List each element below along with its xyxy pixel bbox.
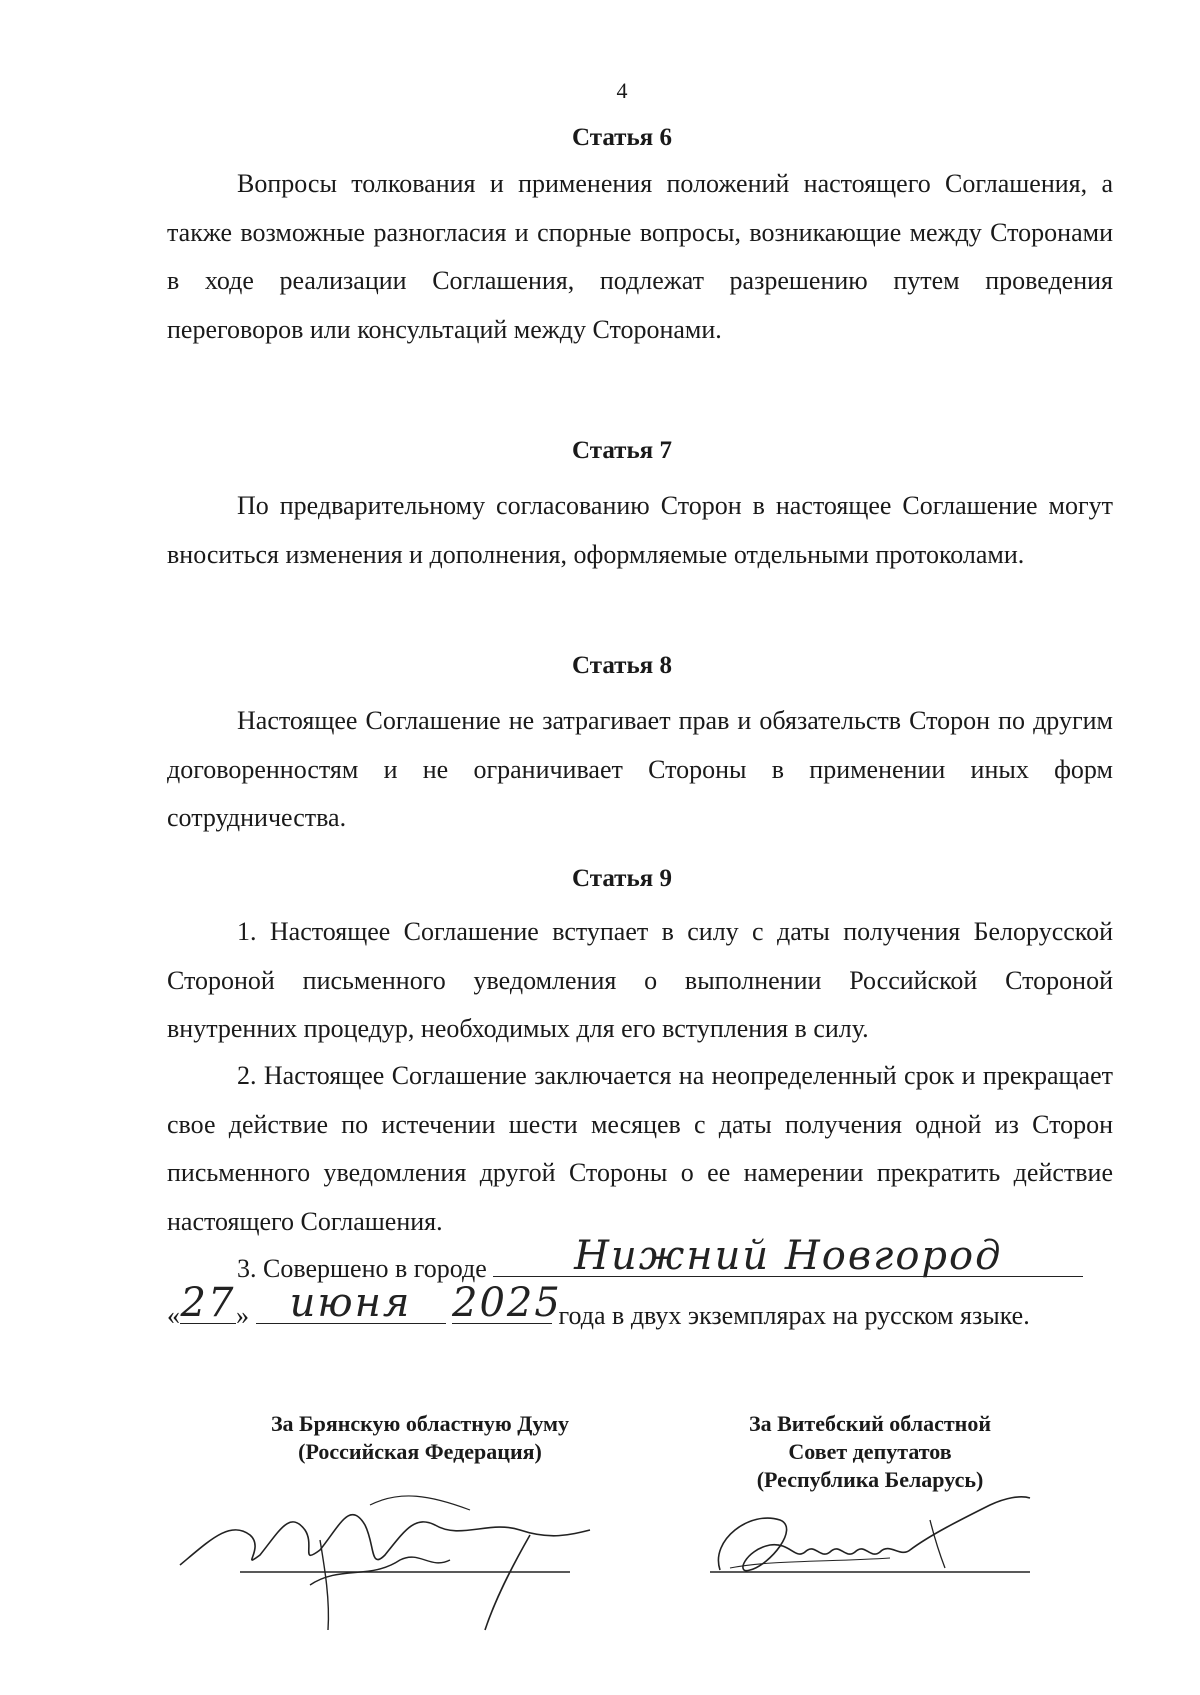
article-9-heading: Статья 9: [572, 865, 672, 892]
article-6-heading: Статья 6: [572, 124, 672, 151]
execution-suffix: года в двух экземплярах на русском языке.: [558, 1301, 1030, 1330]
right-signatory-line-2: Совет депутатов: [788, 1439, 952, 1464]
article-9-paragraph-2: 2. Настоящее Соглашение заключается на неопределенный срок и прекращает свое действие по истечении шести месяцев с даты получения одной из Сторон письменного уведомления другой Стороны о ее намерении прекратить действие настоящего Соглашения.: [167, 1061, 1113, 1236]
right-signature: [690, 1480, 1050, 1600]
year-field: [452, 1280, 562, 1326]
left-signatory-line-1: За Брянскую областную Думу: [270, 1411, 570, 1436]
article-7-heading: Статья 7: [572, 437, 672, 464]
execution-prefix: 3. Совершено в городе: [237, 1254, 487, 1283]
left-signatory-line-2: (Российская Федерация): [298, 1439, 542, 1464]
city-handwritten: Нижний Новгород: [574, 1233, 1003, 1279]
year-handwritten: 2025: [452, 1280, 562, 1326]
article-9-paragraph-1: 1. Настоящее Соглашение вступает в силу с даты получения Белорусской Стороной письменного уведомления о выполнении Российской Стороной внутренних процедур, необходимых для его вступления в силу.: [167, 917, 1113, 1043]
city-field: [493, 1233, 1083, 1279]
left-signatory-block: [200, 1410, 640, 1466]
page-number: 4: [616, 78, 628, 103]
execution-date-line: [167, 1280, 1030, 1340]
left-signature: [170, 1470, 630, 1640]
right-signatory-line-1: За Витебский областной: [748, 1411, 992, 1436]
article-7-paragraph: По предварительному согласованию Сторон в настоящее Соглашение могут вноситься изменения и дополнения, оформляемые отдельными протоколами.: [167, 491, 1113, 569]
article-8-heading: Статья 8: [572, 652, 672, 679]
article-6-paragraph: Вопросы толкования и применения положений настоящего Соглашения, а также возможные разногласия и спорные вопросы, возникающие между Сторонами в ходе реализации Соглашения, подлежат разрешению путем проведения переговоров или консультаций между Сторонами.: [167, 169, 1113, 344]
quote-close: »: [236, 1301, 249, 1330]
day-field: [180, 1280, 236, 1326]
quote-open: «: [167, 1301, 180, 1330]
right-signatory-line-3: (Республика Беларусь): [756, 1467, 984, 1492]
month-handwritten: июня: [289, 1280, 412, 1326]
article-8-paragraph: Настоящее Соглашение не затрагивает прав и обязательств Сторон по другим договоренностям и не ограничивает Стороны в применении иных форм сотрудничества.: [167, 706, 1113, 832]
month-field: [256, 1280, 446, 1326]
day-handwritten: 27: [180, 1280, 236, 1326]
